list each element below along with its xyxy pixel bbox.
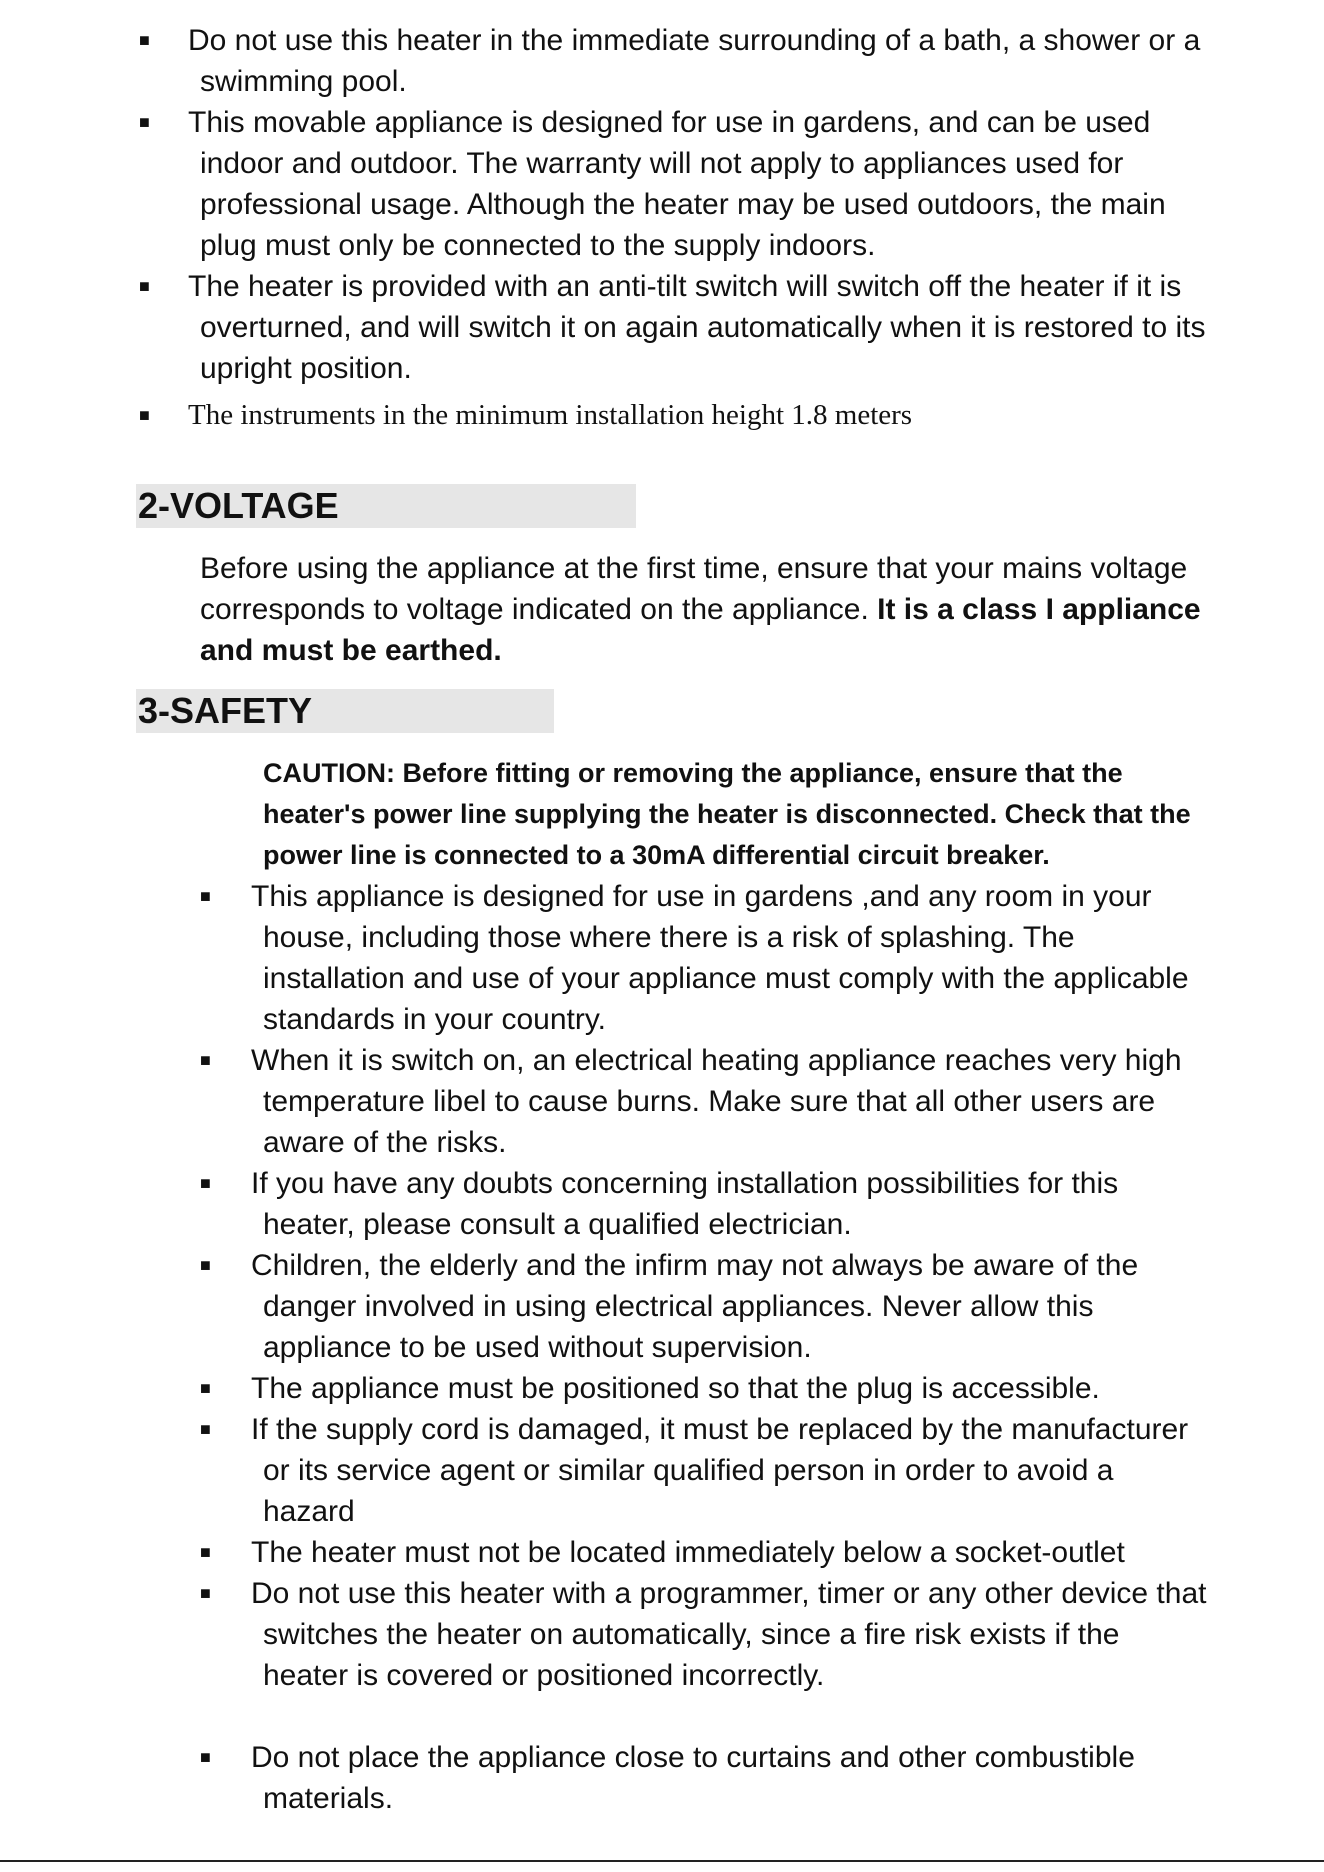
list-item [200, 1245, 1211, 1368]
list-item [200, 1573, 1211, 1696]
bullet-square-icon: ■ [200, 1050, 211, 1070]
bullet-square-icon: ■ [200, 1378, 211, 1398]
bullet-square-icon: ■ [200, 1255, 211, 1275]
bullet-text: Children, the elderly and the infirm may not always be aware of the danger involved in using electrical appliances. Never allow this appliance to be used without supervision. [251, 1249, 1139, 1364]
safety-section-heading: 3-SAFETY [136, 689, 554, 733]
bullet-square-icon: ■ [139, 30, 150, 50]
bullet-square-icon: ■ [200, 1583, 211, 1603]
bullet-square-icon: ■ [139, 112, 150, 132]
voltage-body-text: Before using the appliance at the first time, ensure that your mains voltage corresponds to voltage indicated on the appliance. [200, 552, 1188, 626]
bullet-text: If you have any doubts concerning installation possibilities for this heater, please consult a qualified electrician. [251, 1167, 1119, 1241]
bullet-text: Do not place the appliance close to curtains and other combustible materials. [251, 1741, 1135, 1815]
bullet-text: If the supply cord is damaged, it must be replaced by the manufacturer or its service agent or similar qualified person in order to avoid a hazard [251, 1413, 1189, 1528]
bullet-text: Do not use this heater in the immediate surrounding of a bath, a shower or a swimming pool. [188, 24, 1201, 98]
voltage-section-heading: 2-VOLTAGE [136, 484, 636, 528]
bullet-square-icon: ■ [200, 1542, 211, 1562]
bullet-text: The heater is provided with an anti-tilt switch will switch off the heater if it is overturned, and will switch it on again automatically when it is restored to its upright position. [188, 270, 1206, 385]
page-bottom-rule [0, 1860, 1324, 1862]
bullet-text: This movable appliance is designed for use in gardens, and can be used indoor and outdoor. The warranty will not apply to appliances used for professional usage. Although the heater may be used outdoors, the main plug must only be connected to the supply indoors. [188, 106, 1166, 262]
list-item [139, 395, 1218, 436]
bullet-text: The instruments in the minimum installation height 1.8 meters [188, 399, 913, 431]
bullet-square-icon: ■ [139, 276, 150, 296]
bullet-text: The heater must not be located immediately below a socket-outlet [251, 1536, 1125, 1569]
voltage-body-bold-text: It is a class I appliance and must be earthed. [200, 593, 1201, 667]
safety-bullet-list [200, 876, 1211, 1819]
list-item [139, 102, 1218, 266]
bullet-text: The appliance must be positioned so that the plug is accessible. [251, 1372, 1100, 1405]
list-item [200, 876, 1211, 1040]
caution-paragraph: CAUTION: Before fitting or removing the appliance, ensure that the heater's power line supplying the heater is disconnected. Check that the power line is connected to a 30mA differential circuit breaker. [263, 758, 1191, 870]
bullet-square-icon: ■ [200, 1173, 211, 1193]
list-item [139, 20, 1218, 102]
voltage-paragraph [200, 548, 1210, 671]
bullet-square-icon: ■ [200, 1747, 211, 1767]
bullet-text: Do not use this heater with a programmer, timer or any other device that switches the heater on automatically, since a fire risk exists if the heater is covered or positioned incorrectly. [251, 1577, 1207, 1692]
bullet-square-icon: ■ [200, 886, 211, 906]
bullet-square-icon: ■ [139, 405, 150, 425]
list-item [139, 266, 1218, 389]
list-item [200, 1532, 1211, 1573]
list-item [200, 1737, 1211, 1819]
list-item [200, 1040, 1211, 1163]
bullet-text: This appliance is designed for use in gardens ,and any room in your house, including those where there is a risk of splashing. The installation and use of your appliance must comply with the applicable standards in your country. [251, 880, 1189, 1036]
list-item [200, 1368, 1211, 1409]
intro-bullet-list [139, 20, 1218, 436]
list-item [200, 1163, 1211, 1245]
list-item [200, 1409, 1211, 1532]
bullet-text: When it is switch on, an electrical heating appliance reaches very high temperature libel to cause burns. Make sure that all other users are aware of the risks. [251, 1044, 1182, 1159]
bullet-square-icon: ■ [200, 1419, 211, 1439]
